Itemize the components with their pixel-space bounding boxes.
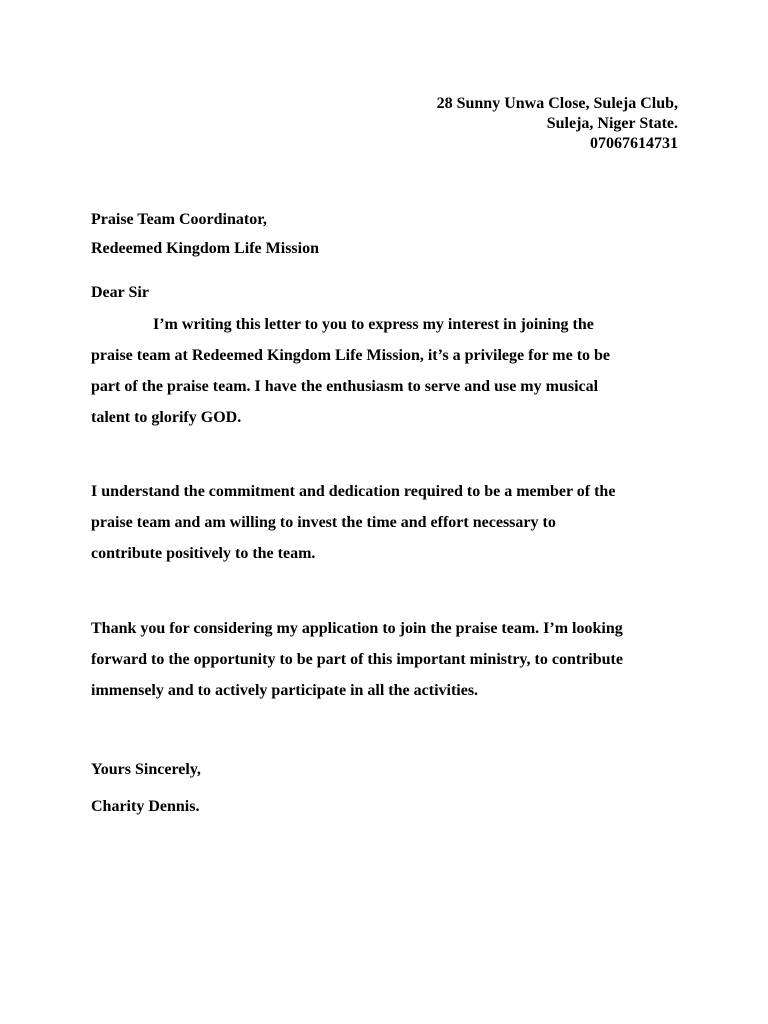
recipient-title: Praise Team Coordinator,: [91, 211, 267, 228]
address-line-2: Suleja, Niger State.: [546, 115, 678, 132]
paragraph-line: immensely and to actively participate in all the activities.: [91, 682, 479, 699]
closing-block: [91, 751, 201, 825]
recipient-organization: Redeemed Kingdom Life Mission: [91, 240, 319, 257]
salutation: Dear Sir: [91, 284, 149, 301]
paragraph-line: Thank you for considering my application to join the praise team. I’m looking: [91, 620, 623, 637]
paragraph-line: I understand the commitment and dedication required to be a member of the: [91, 483, 616, 500]
sender-address: [278, 94, 678, 154]
paragraph-line: talent to glorify GOD.: [91, 409, 242, 426]
address-line-1: 28 Sunny Unwa Close, Suleja Club,: [436, 95, 678, 112]
closing-phrase: Yours Sincerely,: [91, 761, 201, 778]
paragraph-line: praise team and am willing to invest the time and effort necessary to: [91, 514, 556, 531]
body-paragraph-2: [91, 476, 691, 569]
phone-number: 07067614731: [590, 135, 678, 152]
paragraph-line: I’m writing this letter to you to express my interest in joining the: [153, 316, 594, 333]
body-paragraph-3: [91, 613, 691, 706]
recipient-block: [91, 205, 319, 263]
paragraph-line: contribute positively to the team.: [91, 545, 316, 562]
paragraph-line: praise team at Redeemed Kingdom Life Mission, it’s a privilege for me to be: [91, 347, 611, 364]
paragraph-line: part of the praise team. I have the enthusiasm to serve and use my musical: [91, 378, 599, 395]
paragraph-line: forward to the opportunity to be part of this important ministry, to contribute: [91, 651, 623, 668]
signature-name: Charity Dennis.: [91, 798, 200, 815]
body-paragraph-1: [91, 309, 691, 433]
